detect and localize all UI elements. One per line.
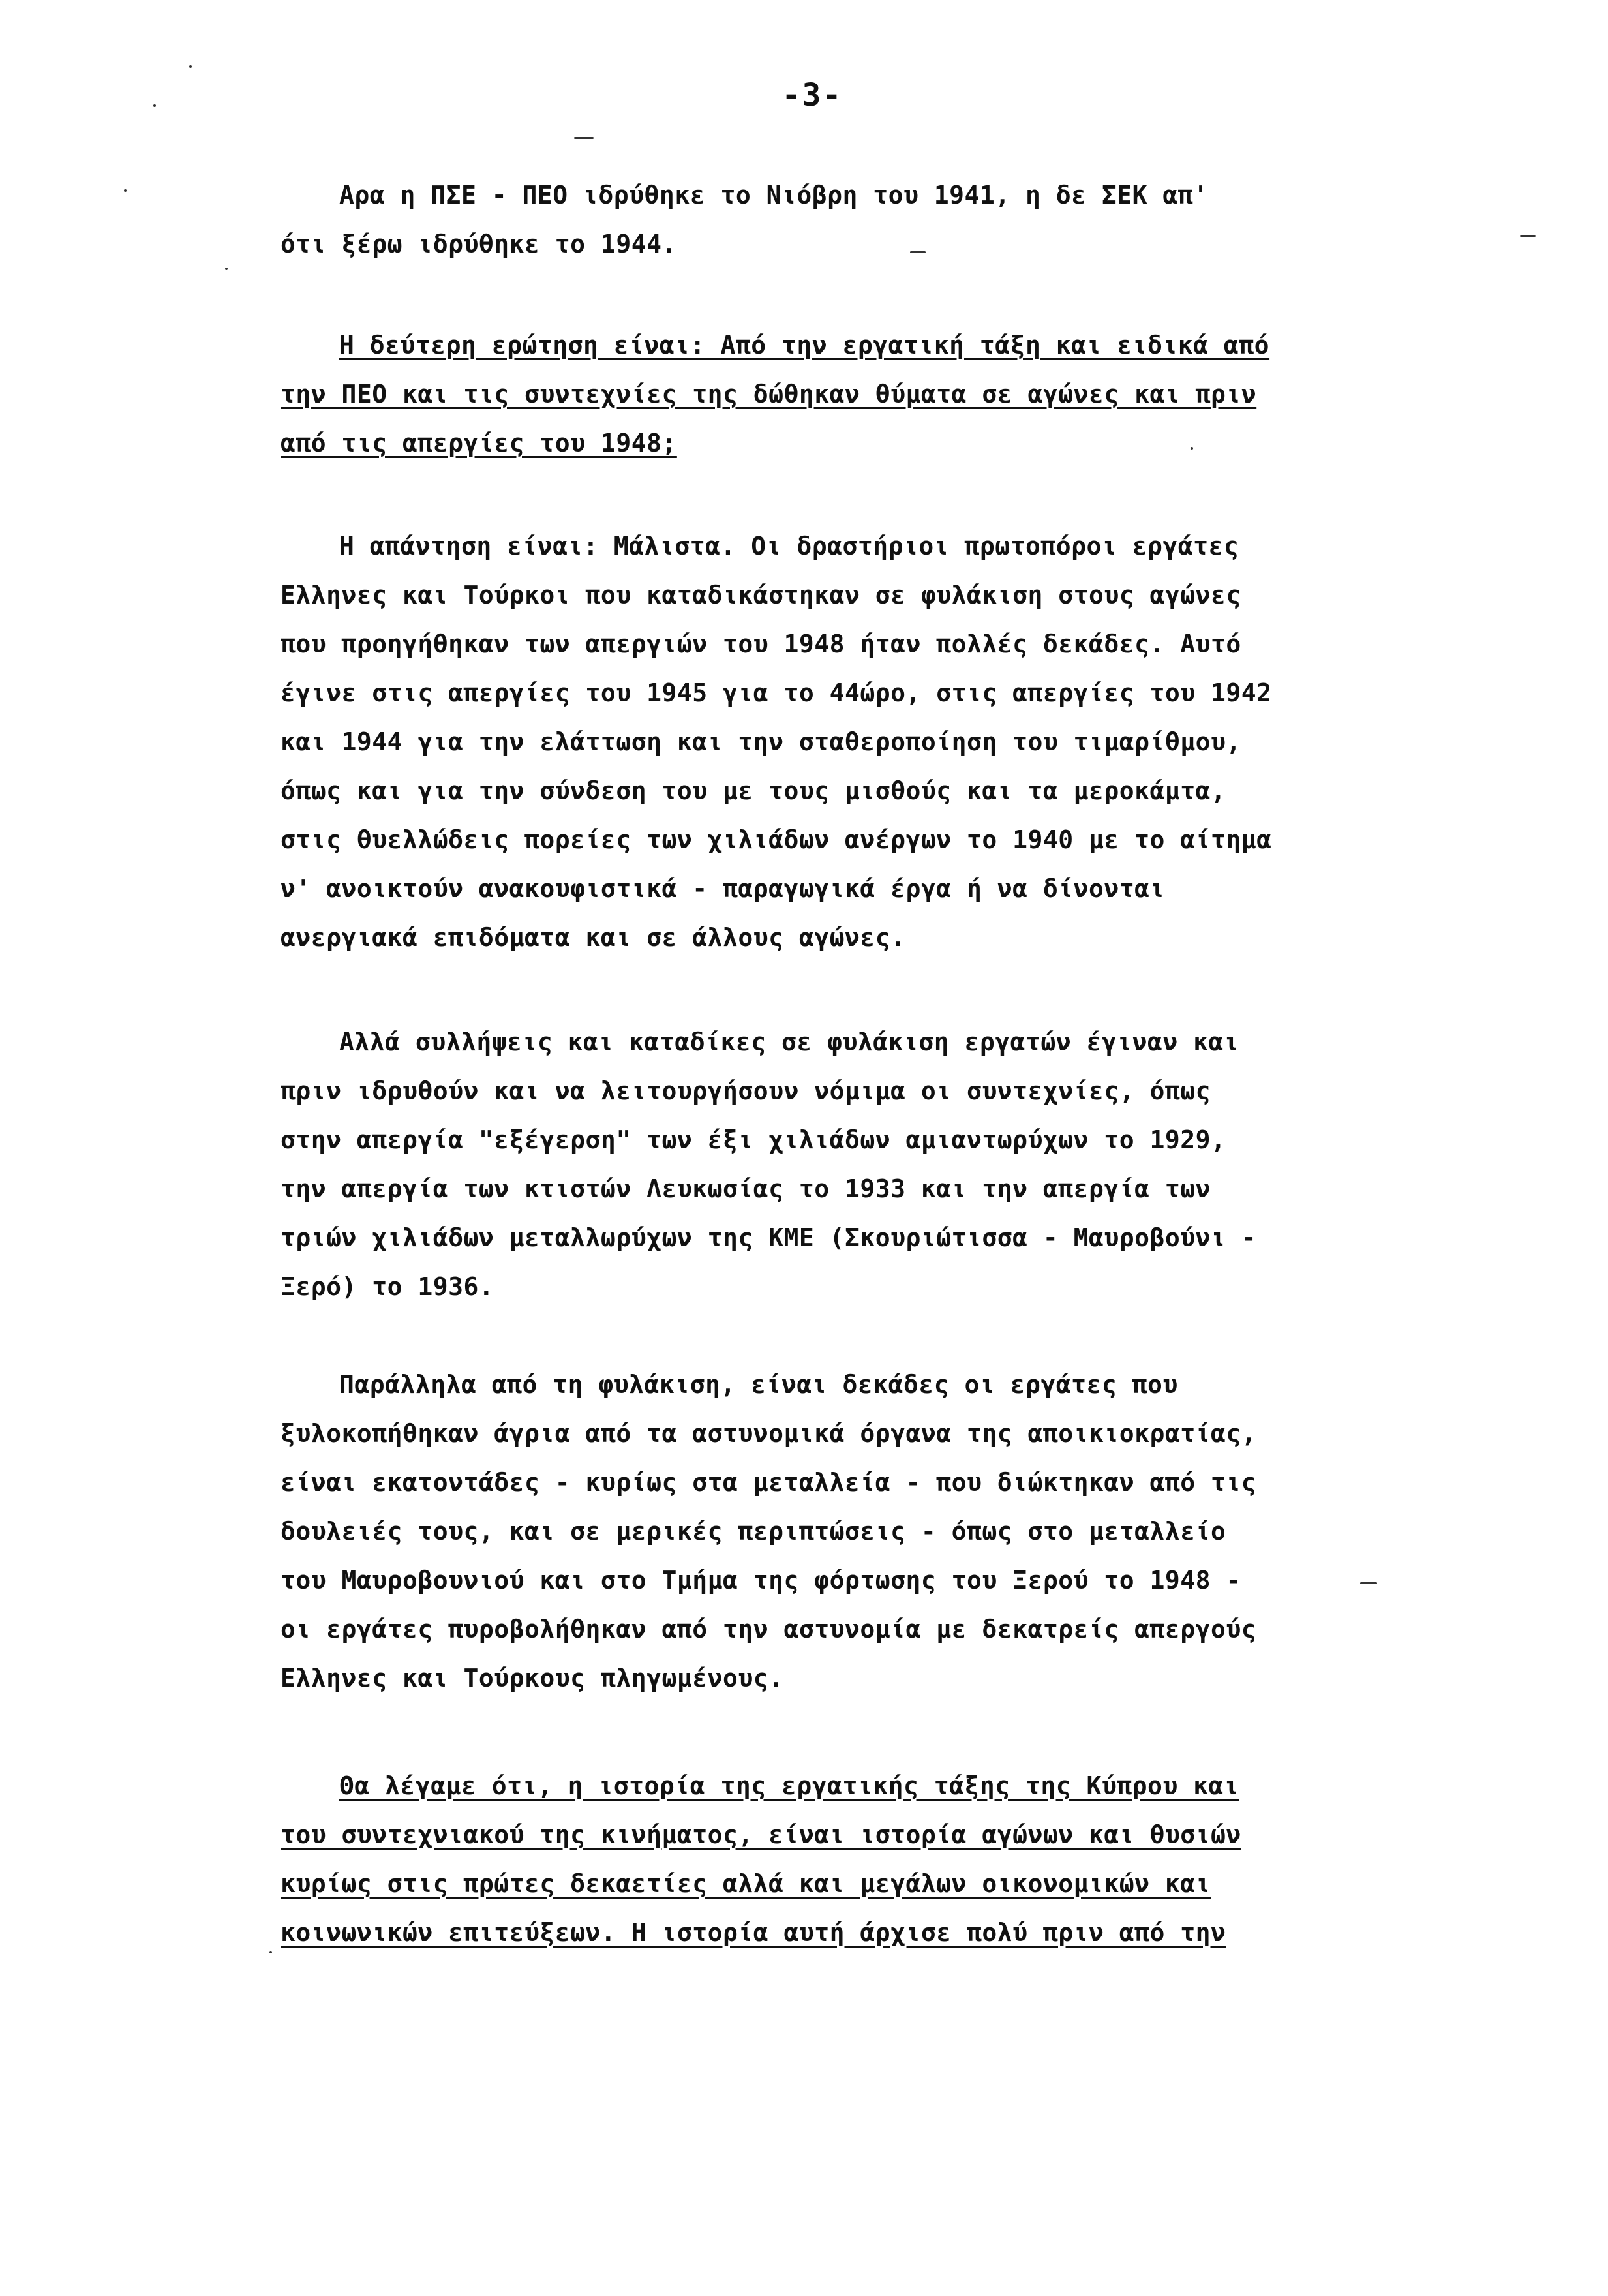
text-line: και 1944 για την ελάττωση και την σταθεροποίηση του τιμαρίθμου, bbox=[281, 727, 1241, 756]
page-number: -3- bbox=[781, 77, 843, 114]
text-line: Ξερό) το 1936. bbox=[281, 1272, 494, 1301]
scan-speck bbox=[189, 65, 192, 68]
scan-speck bbox=[124, 189, 127, 192]
paragraph-1 bbox=[281, 171, 1324, 269]
text-line: Η δεύτερη ερώτηση είναι: Από την εργατική τάξη και ειδικά από bbox=[339, 331, 1270, 360]
text-line: ανεργιακά επιδόματα και σε άλλους αγώνες. bbox=[281, 923, 906, 952]
text-line: έγινε στις απεργίες του 1945 για το 44ώρο, στις απεργίες του 1942 bbox=[281, 679, 1272, 707]
scan-speck bbox=[1360, 1582, 1377, 1584]
scan-speck bbox=[1520, 235, 1536, 237]
text-line: Αλλά συλλήψεις και καταδίκες σε φυλάκιση εργατών έγιναν και bbox=[339, 1028, 1239, 1056]
paragraph-5 bbox=[281, 1360, 1324, 1703]
scan-speck bbox=[574, 137, 594, 139]
text-line: Ελληνες και Τούρκοι που καταδικάστηκαν σε φυλάκιση στους αγώνες bbox=[281, 581, 1241, 609]
scan-speck bbox=[910, 251, 926, 253]
text-line: πριν ιδρυθούν και να λειτουργήσουν νόμιμα οι συντεχνίες, όπως bbox=[281, 1077, 1211, 1105]
text-line: τριών χιλιάδων μεταλλωρύχων της ΚΜΕ (Σκουριώτισσα - Μαυροβούνι - bbox=[281, 1223, 1257, 1252]
scan-speck bbox=[1191, 447, 1193, 450]
text-line: Η απάντηση είναι: Μάλιστα. Οι δραστήριοι πρωτοπόροι εργάτες bbox=[339, 532, 1239, 560]
text-line: είναι εκατοντάδες - κυρίως στα μεταλλεία - που διώκτηκαν από τις bbox=[281, 1468, 1257, 1497]
text-line: Αρα η ΠΣΕ - ΠΕΟ ιδρύθηκε το Νιόβρη του 1941, η δε ΣΕΚ απ' bbox=[339, 181, 1209, 209]
answer-paragraph bbox=[281, 522, 1324, 962]
conclusion-paragraph bbox=[281, 1762, 1324, 1957]
scan-speck bbox=[269, 1951, 272, 1953]
text-line: του συντεχνιακού της κινήματος, είναι ιστορία αγώνων και θυσιών bbox=[281, 1820, 1241, 1849]
text-line: στις θυελλώδεις πορείες των χιλιάδων ανέργων το 1940 με το αίτημα bbox=[281, 825, 1272, 854]
text-line: από τις απεργίες του 1948; bbox=[281, 429, 677, 457]
text-line: ότι ξέρω ιδρύθηκε το 1944. bbox=[281, 230, 677, 258]
text-line: την απεργία των κτιστών Λευκωσίας το 1933 και την απεργία των bbox=[281, 1174, 1211, 1203]
text-line: στην απεργία "εξέγερση" των έξι χιλιάδων αμιαντωρύχων το 1929, bbox=[281, 1125, 1226, 1154]
text-line: ν' ανοικτούν ανακουφιστικά - παραγωγικά έργα ή να δίνονται bbox=[281, 874, 1165, 903]
text-line: κυρίως στις πρώτες δεκαετίες αλλά και μεγάλων οικονομικών και bbox=[281, 1869, 1211, 1898]
text-line: κοινωνικών επιτεύξεων. Η ιστορία αυτή άρχισε πολύ πριν από την bbox=[281, 1918, 1226, 1947]
text-line: που προηγήθηκαν των απεργιών του 1948 ήταν πολλές δεκάδες. Αυτό bbox=[281, 630, 1241, 658]
scan-speck bbox=[153, 104, 156, 107]
text-line: οι εργάτες πυροβολήθηκαν από την αστυνομία με δεκατρείς απεργούς bbox=[281, 1615, 1257, 1644]
text-line: Ελληνες και Τούρκους πληγωμένους. bbox=[281, 1664, 784, 1692]
text-line: όπως και για την σύνδεση του με τους μισθούς και τα μεροκάμτα, bbox=[281, 776, 1226, 805]
scan-speck bbox=[225, 268, 228, 270]
text-line: Θα λέγαμε ότι, η ιστορία της εργατικής τάξης της Κύπρου και bbox=[339, 1771, 1239, 1800]
text-line: την ΠΕΟ και τις συντεχνίες της δώθηκαν θύματα σε αγώνες και πριν bbox=[281, 380, 1257, 408]
text-line: δουλειές τους, και σε μερικές περιπτώσεις - όπως στο μεταλλείο bbox=[281, 1517, 1226, 1546]
text-line: ξυλοκοπήθηκαν άγρια από τα αστυνομικά όργανα της αποικιοκρατίας, bbox=[281, 1419, 1257, 1448]
paragraph-4 bbox=[281, 1018, 1324, 1311]
text-line: Παράλληλα από τη φυλάκιση, είναι δεκάδες οι εργάτες που bbox=[339, 1370, 1178, 1399]
text-line: του Μαυροβουνιού και στο Τμήμα της φόρτωσης του Ξερού το 1948 - bbox=[281, 1566, 1241, 1595]
question-paragraph bbox=[281, 321, 1324, 468]
